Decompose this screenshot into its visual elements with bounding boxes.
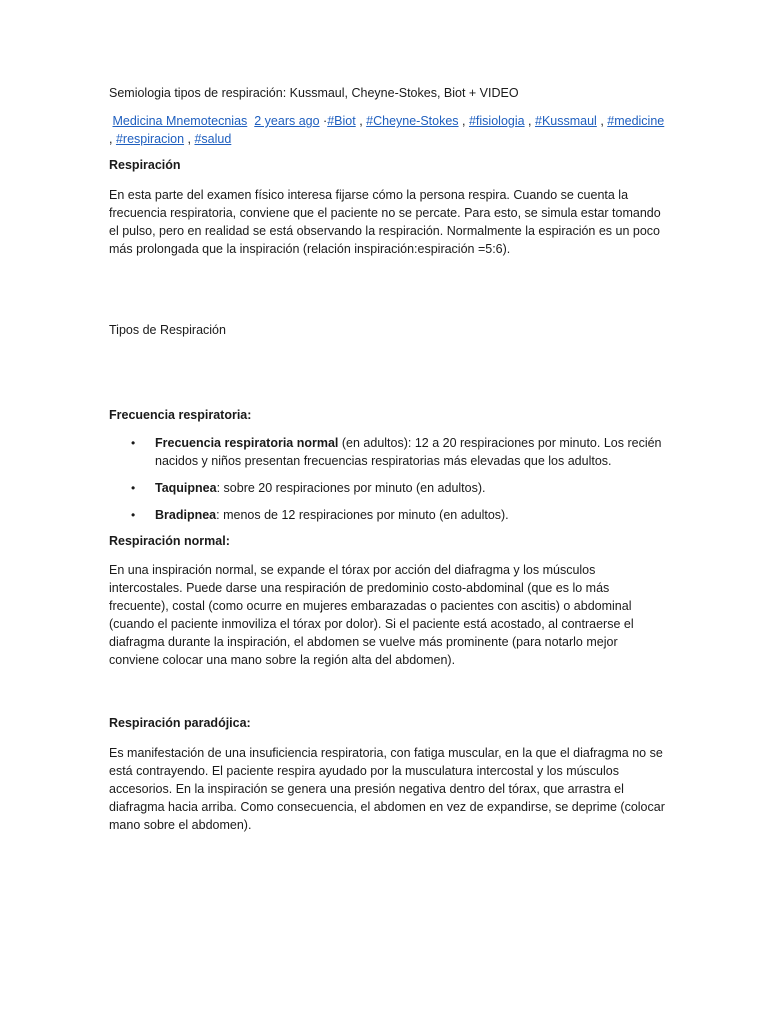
- tag-link-cheyne-stokes[interactable]: #Cheyne-Stokes: [366, 114, 459, 128]
- heading-respiracion: Respiración: [109, 158, 181, 172]
- tag-link-medicine[interactable]: #medicine: [607, 114, 665, 128]
- tag-separator: ,: [184, 132, 195, 146]
- frecuencia-list: [109, 434, 669, 524]
- author-link[interactable]: Medicina Mnemotecnias: [112, 114, 248, 128]
- tag-link-respiracion[interactable]: #respiracion: [115, 132, 185, 146]
- document-page: [109, 84, 669, 834]
- bullet-icon: •: [131, 508, 136, 522]
- post-meta: [109, 112, 669, 148]
- para-respiracion: En esta parte del examen físico interesa fijarse cómo la persona respira. Cuando se cuenta la frecuencia respiratoria, conviene que el paciente no se percate. Para esto, se simula estar tomando el pulso, pero en realidad se está observando la respiración. Normalmente la espiración es un poco más prolongada que la inspiración (relación inspiración:espiración =5:6).: [109, 188, 661, 256]
- heading-respiracion-paradojica: Respiración paradójica:: [109, 716, 251, 730]
- tag-separator: ,: [109, 132, 116, 146]
- para-respiracion-paradojica: Es manifestación de una insuficiencia respiratoria, con fatiga muscular, en la que el diafragma no se está contrayendo. El paciente respira ayudado por la musculatura intercostal y los músculos accesorios. En la inspiración se genera una presión negativa dentro del tórax, que arrastra el diafragma hacia arriba. Como consecuencia, el abdomen en vez de expandirse, se deprime (colocar mano sobre el abdomen).: [109, 746, 665, 832]
- tag-link-kussmaul[interactable]: #Kussmaul: [535, 114, 597, 128]
- tag-link-fisiologia[interactable]: #fisiologia: [468, 114, 525, 128]
- list-item-text: : sobre 20 respiraciones por minuto (en adultos).: [216, 481, 486, 495]
- heading-frecuencia: Frecuencia respiratoria:: [109, 408, 252, 422]
- list-item-text: (en adultos): 12 a 20 respiraciones por minuto. Los recién nacidos y niños presentan frecuencias respiratorias más elevadas que los adultos.: [155, 436, 662, 468]
- tag-separator: ,: [355, 114, 367, 128]
- heading-tipos-respiracion: Tipos de Respiración: [109, 323, 226, 337]
- tag-link-salud[interactable]: #salud: [194, 132, 232, 146]
- list-item: [109, 434, 669, 470]
- list-item: [109, 479, 669, 497]
- list-item-term: Taquipnea: [155, 481, 217, 495]
- document-title: Semiologia tipos de respiración: Kussmaul, Cheyne-Stokes, Biot + VIDEO: [109, 86, 519, 100]
- bullet-icon: •: [131, 436, 136, 450]
- tag-separator: ,: [458, 114, 469, 128]
- bullet-icon: •: [131, 481, 136, 495]
- list-item: [109, 506, 669, 524]
- tag-prefix: ·: [323, 114, 328, 128]
- tag-link-biot[interactable]: #Biot: [327, 114, 356, 128]
- tag-separator: ,: [524, 114, 535, 128]
- heading-respiracion-normal: Respiración normal:: [109, 534, 230, 548]
- list-item-term: Frecuencia respiratoria normal: [155, 436, 339, 450]
- timestamp-link[interactable]: 2 years ago: [254, 114, 320, 128]
- tag-separator: ,: [596, 114, 608, 128]
- list-item-text: : menos de 12 respiraciones por minuto (en adultos).: [216, 508, 509, 522]
- list-item-term: Bradipnea: [155, 508, 217, 522]
- para-respiracion-normal: En una inspiración normal, se expande el tórax por acción del diafragma y los músculos intercostales. Puede darse una respiración de predominio costo-abdominal (que es lo más frecuente), costal (como ocurre en mujeres embarazadas o pacientes con ascitis) o abdominal (cuando el paciente inmoviliza el tórax por dolor). Si el paciente está acostado, al contraerse el diafragma durante la inspiración, el abdomen se vuelve más prominente (para notarlo mejor conviene colocar una mano sobre la región alta del abdomen).: [109, 563, 634, 667]
